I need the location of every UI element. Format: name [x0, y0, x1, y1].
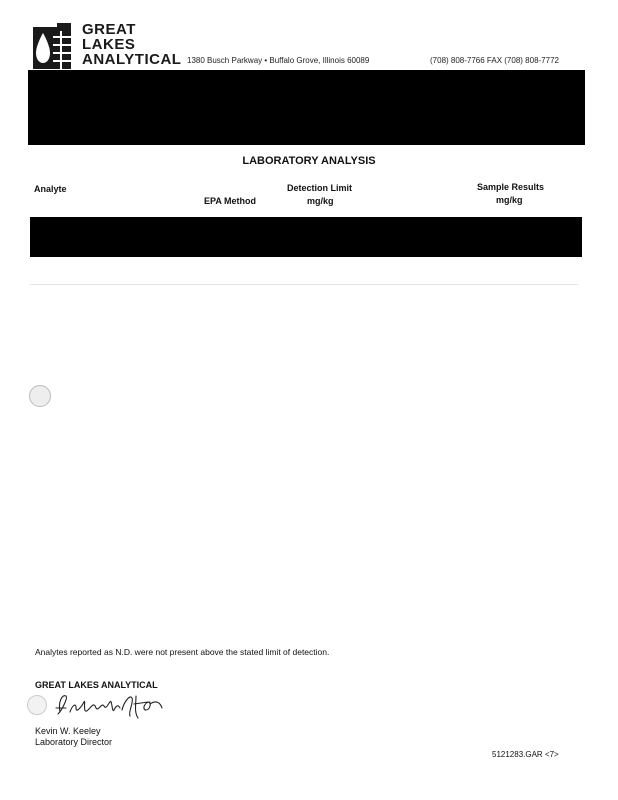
company-logo-text	[82, 22, 181, 67]
report-title: LABORATORY ANALYSIS	[242, 155, 376, 167]
company-logo	[33, 23, 71, 69]
column-header-sample-results-unit: mg/kg	[496, 195, 523, 205]
divider	[30, 284, 578, 285]
company-phone: (708) 808-7766 FAX (708) 808-7772	[430, 56, 559, 65]
signer-title: Laboratory Director	[35, 737, 113, 747]
document-code: 5121283.GAR <7>	[492, 750, 559, 759]
logo-line: ANALYTICAL	[82, 51, 182, 68]
punch-hole	[29, 385, 51, 407]
column-header-detection-limit: Detection Limit	[287, 183, 353, 193]
signer-name: Kevin W. Keeley	[35, 726, 101, 736]
company-address: 1380 Busch Parkway • Buffalo Grove, Illinois 60089	[187, 56, 370, 65]
redaction-block	[28, 70, 585, 145]
column-header-sample-results: Sample Results	[477, 182, 545, 192]
signature-company: GREAT LAKES ANALYTICAL	[35, 680, 158, 690]
logo-line: GREAT	[82, 21, 136, 38]
column-header-detection-limit-unit: mg/kg	[307, 196, 334, 206]
signer-block	[35, 726, 112, 748]
handwritten-signature	[52, 688, 172, 722]
redaction-block	[30, 217, 582, 257]
column-header-analyte: Analyte	[34, 184, 67, 194]
punch-hole	[27, 695, 47, 715]
column-header-epa-method: EPA Method	[204, 196, 256, 206]
logo-line: LAKES	[82, 36, 136, 53]
detection-note: Analytes reported as N.D. were not present above the stated limit of detection.	[35, 647, 330, 657]
